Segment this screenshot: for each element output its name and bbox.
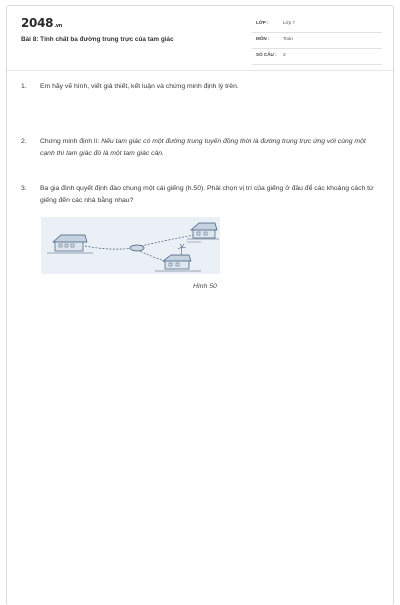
figure-three-houses <box>41 217 220 274</box>
worksheet-header <box>7 6 393 70</box>
meta-row-question-count <box>252 49 382 65</box>
logo-suffix: .vn <box>54 23 63 29</box>
path-line <box>137 250 167 262</box>
meta-row-subject <box>252 33 382 49</box>
house-icon-right <box>187 223 219 242</box>
meta-value-question-count: 3 <box>283 52 286 57</box>
path-line <box>85 246 133 249</box>
meta-value-subject: Toán <box>283 36 293 41</box>
question-text-plain: Chứng minh định lí: <box>40 138 102 145</box>
meta-label-class: LỚP : <box>256 20 269 25</box>
question-number: 1. <box>21 83 27 90</box>
three-houses-illustration <box>41 217 220 274</box>
meta-label-question-count: SỐ CÂU : <box>256 52 277 57</box>
meta-row-class <box>252 17 382 33</box>
lesson-title: Bài 8: Tính chất ba đường trung trực của tam giác <box>21 36 174 43</box>
meta-value-class: Lớp 7 <box>283 20 295 25</box>
logo-text: 2048 <box>21 16 54 30</box>
header-divider <box>7 70 393 71</box>
question-text: Em hãy vẽ hình, viết giả thiết, kết luận và chứng minh định lý trên. <box>40 83 239 90</box>
meta-label-subject: MÔN : <box>256 36 270 41</box>
meta-info <box>252 17 382 65</box>
question-text <box>40 136 380 160</box>
question-text-italic: Nếu tam giác có một đường trung tuyến đồng thời là đường trung trực ứng với cùng một cạnh thì tam giác đó là một tam giác cân. <box>40 138 366 157</box>
house-icon-bottom <box>155 244 201 271</box>
worksheet-page <box>6 5 394 605</box>
question-number: 2. <box>21 138 27 145</box>
question-number: 3. <box>21 185 27 192</box>
question-text: Ba gia đình quyết định đào chung một cái giếng (h.50). Phải chọn vị trí của giếng ở đâu để các khoảng cách từ giếng đến các nhà bằng nhau? <box>40 185 374 204</box>
house-icon-left <box>47 235 93 253</box>
figure-caption: Hình 50 <box>193 283 217 290</box>
well-icon <box>130 245 144 251</box>
site-logo[interactable] <box>21 16 62 30</box>
